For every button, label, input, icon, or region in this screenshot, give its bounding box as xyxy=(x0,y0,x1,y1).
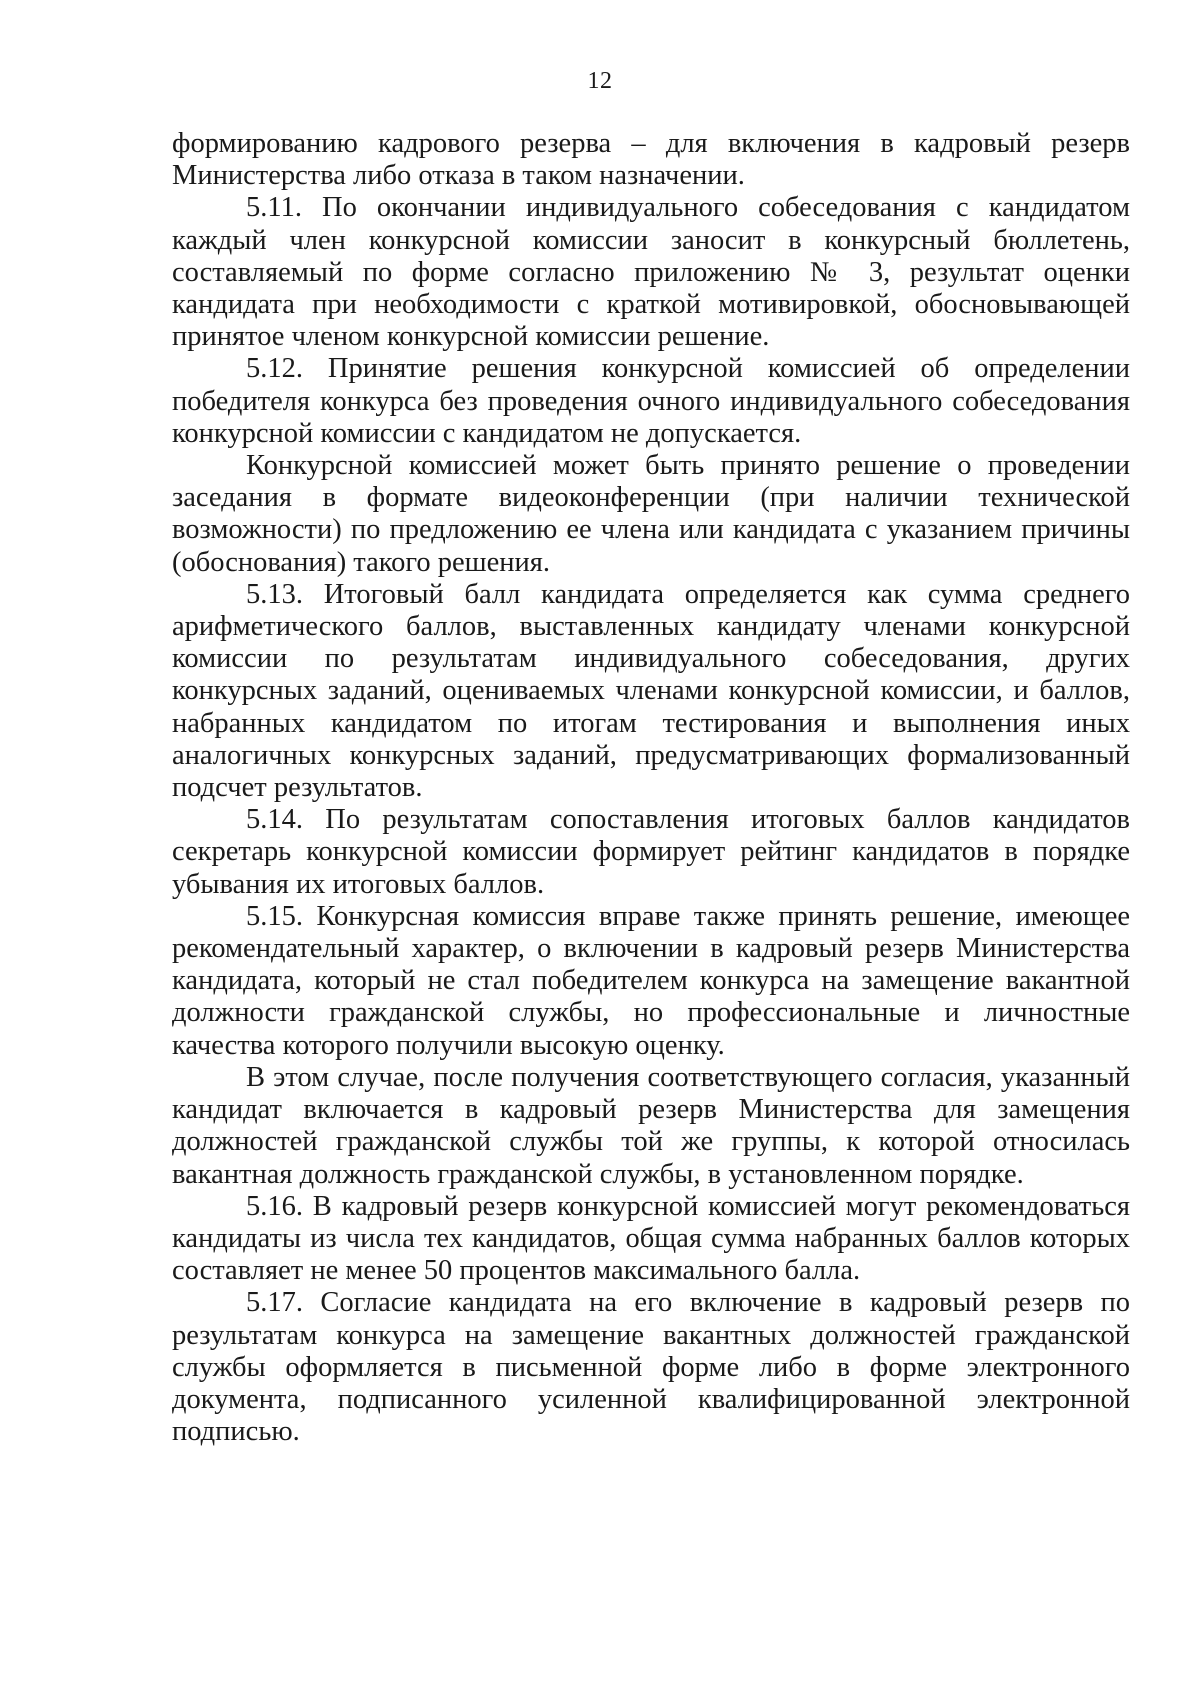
paragraph-5-14: 5.14. По результатам сопоставления итоговых баллов кандидатов секретарь конкурсной комиссии формирует рейтинг кандидатов в порядке убывания их итоговых баллов. xyxy=(172,804,1130,900)
paragraph-5-11: 5.11. По окончании индивидуального собеседования с кандидатом каждый член конкурсной комиссии заносит в конкурсный бюллетень, составляемый по форме согласно приложению № 3, результат оценки кандидата при необходимости с краткой мотивировкой, обосновывающей принятое членом конкурсной комиссии решение. xyxy=(172,192,1130,353)
paragraph-5-13: 5.13. Итоговый балл кандидата определяется как сумма среднего арифметического баллов, выставленных кандидату членами конкурсной комиссии по результатам индивидуального собеседования, других конкурсных заданий, оцениваемых членами конкурсной комиссии, и баллов, набранных кандидатом по итогам тестирования и выполнения иных аналогичных конкурсных заданий, предусматривающих формализованный подсчет результатов. xyxy=(172,578,1130,804)
paragraph-5-12: 5.12. Принятие решения конкурсной комиссией об определении победителя конкурса без проведения очного индивидуального собеседования конкурсной комиссии с кандидатом не допускается. xyxy=(172,353,1130,449)
paragraph-5-16: 5.16. В кадровый резерв конкурсной комиссией могут рекомендоваться кандидаты из числа тех кандидатов, общая сумма набранных баллов которых составляет не менее 50 процентов максимального балла. xyxy=(172,1190,1130,1287)
paragraph-5-17: 5.17. Согласие кандидата на его включение в кадровый резерв по результатам конкурса на замещение вакантных должностей гражданской службы оформляется в письменной форме либо в форме электронного документа, подписанного усиленной квалифицированной электронной подписью. xyxy=(172,1287,1130,1448)
paragraph-consent-case: В этом случае, после получения соответствующего согласия, указанный кандидат включается в кадровый резерв Министерства для замещения должностей гражданской службы той же группы, к которой относилась вакантная должность гражданской службы, в установленном порядке. xyxy=(172,1061,1130,1190)
page-number: 12 xyxy=(587,68,613,94)
paragraph-videoconference: Конкурсной комиссией может быть принято решение о проведении заседания в формате видеоконференции (при наличии технической возможности) по предложению ее члена или кандидата с указанием причины (обоснования) такого решения. xyxy=(172,450,1130,578)
document-body xyxy=(172,128,1130,1448)
paragraph-5-15: 5.15. Конкурсная комиссия вправе также принять решение, имеющее рекомендательный характер, о включении в кадровый резерв Министерства кандидата, который не стал победителем конкурса на замещение вакантной должности гражданской службы, но профессиональные и личностные качества которого получили высокую оценку. xyxy=(172,900,1130,1061)
paragraph-continuation: формированию кадрового резерва – для включения в кадровый резерв Министерства либо отказа в таком назначении. xyxy=(172,128,1130,192)
